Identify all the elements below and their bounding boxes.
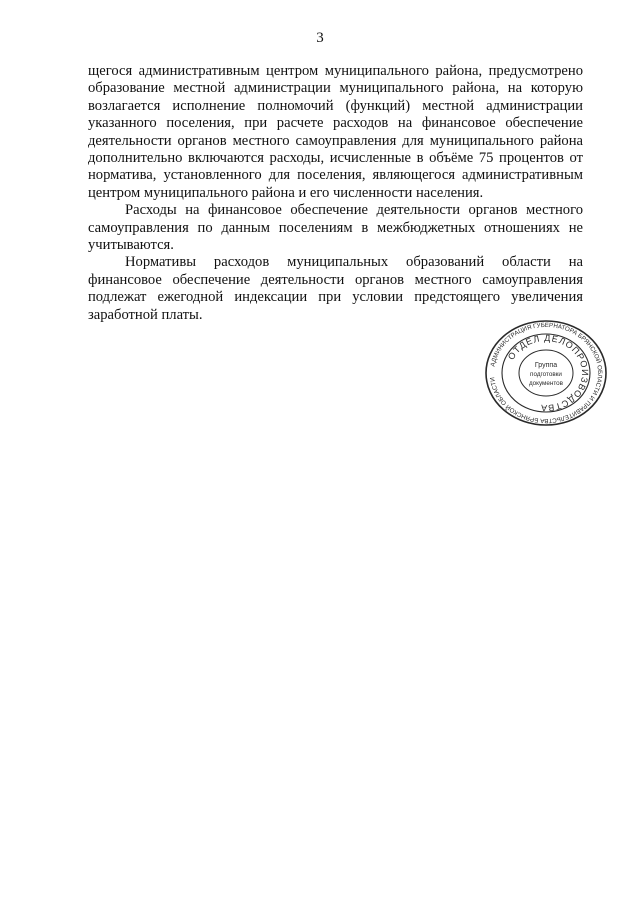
document-body bbox=[88, 63, 583, 324]
paragraph-continuation: щегося административным центром муниципального района, предусмотрено образование местной администрации муниципального района, на которую возлагается исполнение полномочий (функций) местной администрации указанного поселения, при расчете расходов на финансовое обеспечение деятельности органов местного самоуправления для муниципального района дополнительно включаются расходы, исчисленные в объёме 75 процентов от норматива, установленного для поселения, являющегося административным центром муниципального района и его численности населения. bbox=[88, 63, 583, 201]
paragraph-expenses: Расходы на финансовое обеспечение деятельности органов местного самоуправления по данным поселениям в межбюджетных отношениях не учитываются. bbox=[88, 202, 583, 254]
stamp-outer-text: АДМИНИСТРАЦИЯ ГУБЕРНАТОРА БРЯНСКОЙ ОБЛАСТИ И ПРАВИТЕЛЬСТВА БРЯНСКОЙ ОБЛАСТИ bbox=[489, 321, 604, 425]
stamp-center-line-1: Группа bbox=[534, 362, 558, 369]
paragraph-norms: Нормативы расходов муниципальных образований области на финансовое обеспечение деятельности органов местного самоуправления подлежат ежегодной индексации при условии предстоящего увеличения заработной платы. bbox=[88, 254, 583, 323]
stamp-center-line-2: подготовки bbox=[530, 371, 562, 378]
stamp-center-line-3: документов bbox=[528, 380, 564, 387]
page-number: 3 bbox=[316, 30, 324, 46]
official-stamp bbox=[482, 318, 610, 428]
stamp-inner-text: ОТДЕЛ ДЕЛОПРОИЗВОДСТВА bbox=[505, 332, 591, 414]
stamp-seal-icon bbox=[482, 318, 610, 428]
